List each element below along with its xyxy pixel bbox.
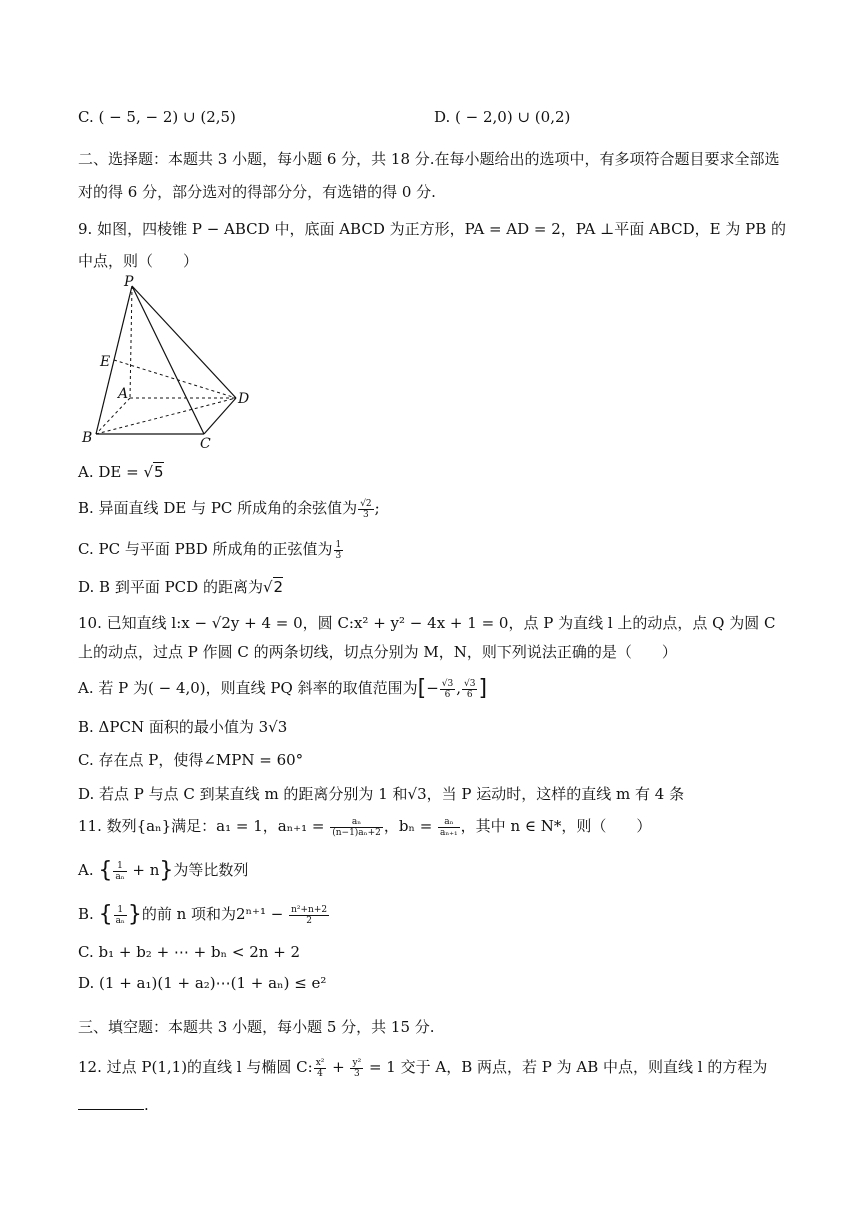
q9-option-d: D. B 到平面 PCD 的距离为√2 [78,578,284,596]
q9-stem-line1: 9. 如图，四棱锥 P − ABCD 中，底面 ABCD 为正方形，PA = AD = 2，PA ⊥平面 ABCD，E 为 PB 的 [78,220,786,238]
label-b: B [82,430,93,446]
label-a: A [118,386,129,402]
edge-pc [132,286,204,434]
fraction: $\frac{\text{aₙ}}{\text{aₙ₊₁}}$ [440,816,458,838]
fraction: $\frac{\text{n²+n+2}}{2}$ [291,904,328,926]
q9-option-a: A. DE = √5 [78,463,164,481]
q10-option-d: D. 若点 P 与点 C 到某直线 m 的距离分别为 1 和√3，当 P 运动时，这样的直线 m 有 4 条 [78,785,685,803]
fraction: $\frac{1}{\text{aₙ}}$ [115,860,125,882]
q11-option-b: B. { $\frac{1}{\text{aₙ}}$ }的前 n 项和为2ⁿ⁺¹ − $\frac{\text{n²+n+2}}{2}$ [78,902,328,927]
q9-option-b: B. 异面直线 DE 与 PC 所成角的余弦值为 $\frac{√2}{3}$ ; [78,498,380,520]
fraction: $\frac{\text{aₙ}}{\text{(n−1)aₙ+2}}$ [332,816,381,838]
q10-stem-line2: 上的动点，过点 P 作圆 C 的两条切线，切点分别为 M，N，则下列说法正确的是（ ） [78,643,677,661]
label-p: P [124,274,134,290]
pyramid-figure [78,272,268,452]
fraction: $\frac{\text{x²}}{4}$ [315,1057,325,1079]
label-c: C [200,436,211,452]
q11-option-a: A. { $\frac{1}{\text{aₙ}}$ + n}为等比数列 [78,858,249,883]
fraction: $\frac{√3}{6}$ [441,678,454,700]
section2-instructions-line1: 二、选择题：本题共 3 小题，每小题 6 分，共 18 分.在每小题给出的选项中，有多项符合题目要求全部选 [78,150,780,168]
edge-pa [130,286,132,398]
label-e: E [100,354,111,370]
answer-blank[interactable] [78,1095,144,1110]
q8-options [78,106,798,128]
q11-option-c: C. b₁ + b₂ + ⋯ + bₙ < 2n + 2 [78,943,301,961]
q11-stem: 11. 数列{aₙ}满足：a₁ = 1，aₙ₊₁ = $\frac{\text{aₙ}}{\text{(n−1)aₙ+2}}$ ，bₙ = $\frac{\text{aₙ}}{\text{aₙ₊₁}}$ ，其中 n ∈ N*，则（ ） [78,816,652,838]
edge-ab [96,398,130,434]
q8-option-c: C. ( − 5, − 2) ∪ (2,5) [78,108,236,126]
section2-instructions-line2: 对的得 6 分，部分选对的得部分分，有选错的得 0 分. [78,183,436,201]
q10-stem-line1: 10. 已知直线 l:x − √2y + 4 = 0，圆 C:x² + y² − 4x + 1 = 0，点 P 为直线 l 上的动点，点 Q 为圆 C [78,614,776,632]
label-d: D [238,391,250,407]
q8-option-d: D. ( − 2,0) ∪ (0,2) [434,108,571,126]
edge-cd [204,398,236,434]
section3-instructions: 三、填空题：本题共 3 小题，每小题 5 分，共 15 分. [78,1018,435,1036]
fraction: $\frac{1}{\text{aₙ}}$ [115,904,125,926]
q9-stem-line2: 中点，则（ ） [78,252,199,270]
q11-option-d: D. (1 + a₁)(1 + a₂)⋯(1 + aₙ) ≤ e² [78,974,327,992]
fraction: $\frac{√3}{6}$ [464,678,476,700]
fraction: $\frac{\text{y²}}{3}$ [352,1057,362,1079]
q12-stem: 12. 过点 P(1,1)的直线 l 与椭圆 C: $\frac{\text{x²}}{4}$ + $\frac{\text{y²}}{3}$ = 1 交于 A，B 两点，若 P 为 AB 中点，则直线 l 的方程为 [78,1057,768,1079]
q10-option-c: C. 存在点 P，使得∠MPN = 60° [78,751,304,769]
q9-option-c: C. PC 与平面 PBD 所成角的正弦值为 $\frac{1}{3}$ [78,539,342,561]
fraction: $\frac{√2}{3}$ [360,498,372,520]
q12-answer-line: . [78,1094,798,1116]
edge-pd [132,286,236,398]
q10-option-a: A. 若 P 为( − 4,0)，则直线 PQ 斜率的取值范围为[− $\frac{√3}{6}$ , $\frac{√3}{6}$ ] [78,676,488,701]
q10-option-b: B. ΔPCN 面积的最小值为 3√3 [78,718,288,736]
fraction: $\frac{1}{3}$ [335,539,342,561]
edge-bd [96,398,236,434]
